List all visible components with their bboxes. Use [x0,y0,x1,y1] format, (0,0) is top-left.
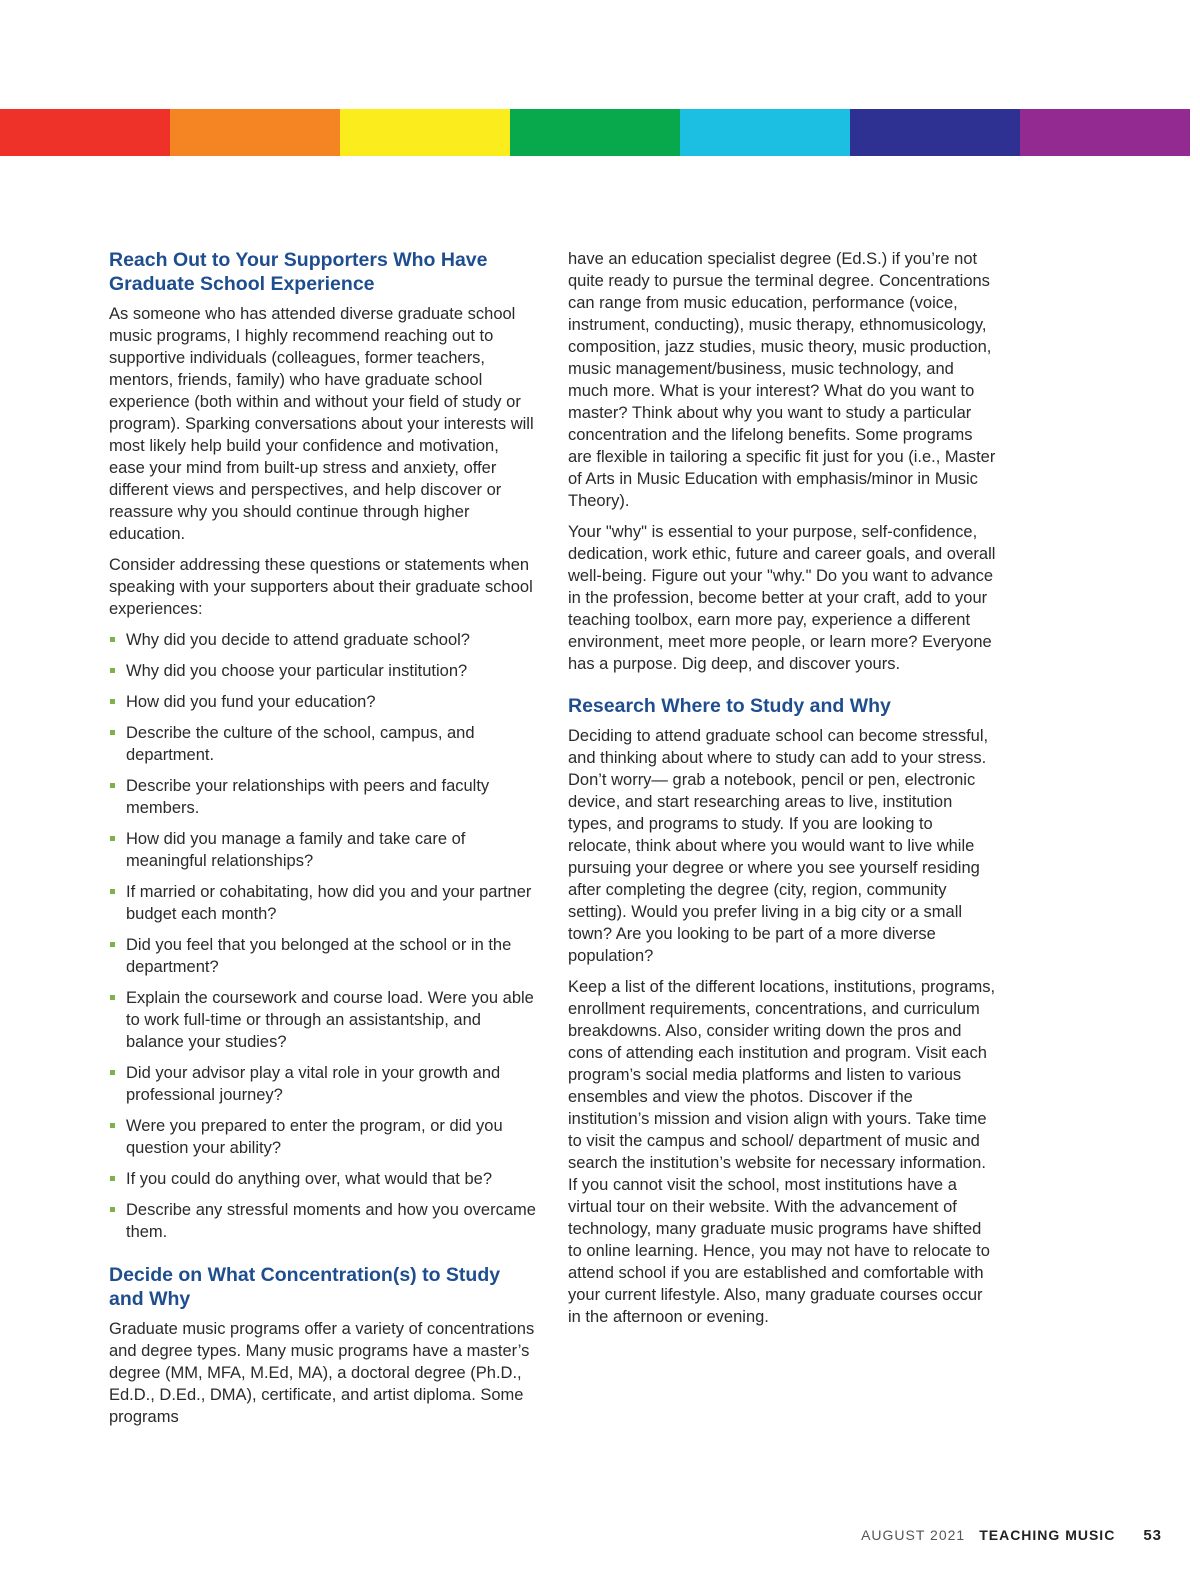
paragraph: Your "why" is essential to your purpose, self-confidence, dedication, work ethic, future and career goals, and overall well-being. Figure out your "why." Do you want to advance in the profession, become better at your craft, add to your teaching toolbox, earn more pay, experience a different environment, meet more people, or learn more? Everyone has a purpose. Dig deep, and discover yours. [568,523,996,673]
list-item: Why did you decide to attend graduate school? [109,629,537,651]
paragraph: Consider addressing these questions or statements when speaking with your supporters about their graduate school experiences: [109,556,533,618]
paragraph: Graduate music programs offer a variety of concentrations and degree types. Many music programs have a master’s degree (MM, MFA, M.Ed, MA), a doctoral degree (Ph.D., Ed.D., D.Ed., DMA), certificate, and artist diploma. Some programs [109,1320,535,1426]
publication-name: TEACHING MUSIC [979,1527,1116,1543]
right-column [568,248,998,1337]
stripe-indigo [850,109,1020,156]
list-item: Were you prepared to enter the program, or did you question your ability? [109,1115,537,1159]
list-item: Why did you choose your particular institution? [109,660,537,682]
list-item: Describe your relationships with peers and faculty members. [109,775,537,819]
paragraph: Deciding to attend graduate school can become stressful, and thinking about where to study can add to your stress. Don’t worry— grab a notebook, pencil or pen, electronic device, and start researching areas to live, institution types, and programs to study. If you are looking to relocate, think about where you would want to live while pursuing your degree or where you see yourself residing after completing the degree (city, region, community setting). Would you prefer living in a big city or a small town? Are you looking to be part of a more diverse population? [568,727,989,965]
heading-research: Research Where to Study and Why [568,695,891,717]
list-item: Did your advisor play a vital role in your growth and professional journey? [109,1062,537,1106]
heading-concentration: Decide on What Concentration(s) to Study and Why [109,1264,501,1310]
stripe-red [0,109,170,156]
list-item: How did you fund your education? [109,691,537,713]
color-stripe-banner [0,109,1190,156]
list-item: If you could do anything over, what would that be? [109,1168,537,1190]
paragraph: As someone who has attended diverse graduate school music programs, I highly recommend reaching out to supportive individuals (colleagues, former teachers, mentors, friends, family) who have graduate school experience (both within and without your field of study or program). Sparking conversations about your interests will most likely help build your confidence and motivation, ease your mind from built-up stress and anxiety, offer different views and perspectives, and help discover or reassure why you should continue through higher education. [109,305,534,543]
list-item: If married or cohabitating, how did you and your partner budget each month? [109,881,537,925]
issue-date: AUGUST 2021 [861,1527,966,1543]
page-footer [861,1527,1162,1544]
list-item: Describe the culture of the school, campus, and department. [109,722,537,766]
list-item: Explain the coursework and course load. Were you able to work full-time or through an assistantship, and balance your studies? [109,987,537,1053]
list-item: Describe any stressful moments and how you overcame them. [109,1199,537,1243]
list-item: How did you manage a family and take care of meaningful relationships? [109,828,537,872]
stripe-green [510,109,680,156]
stripe-cyan [680,109,850,156]
page-number: 53 [1143,1527,1162,1544]
stripe-orange [170,109,340,156]
paragraph: Keep a list of the different locations, institutions, programs, enrollment requirements, concentrations, and curriculum breakdowns. Also, consider writing down the pros and cons of attending each institution and program. Visit each program’s social media platforms and listen to various ensembles and view the photos. Discover if the institution’s mission and vision align with yours. Take time to visit the campus and school/ department of music and search the institution’s website for necessary information. If you cannot visit the school, most institutions have a virtual tour on their website. With the advancement of technology, many graduate music programs have shifted to online learning. Hence, you may not have to relocate to attend school if you are established and comfortable with your current lifestyle. Also, many graduate courses occur in the afternoon or evening. [568,978,996,1326]
left-column [109,248,537,1437]
heading-reach-out: Reach Out to Your Supporters Who Have Graduate School Experience [109,249,488,295]
paragraph: have an education specialist degree (Ed.S.) if you’re not quite ready to pursue the terminal degree. Concentrations can range from music education, performance (voice, instrument, conducting), music therapy, ethnomusicology, composition, jazz studies, music theory, music production, music management/business, music technology, and much more. What is your interest? What do you want to master? Think about why you want to study a particular concentration and the lifelong benefits. Some programs are flexible in tailoring a specific fit just for you (i.e., Master of Arts in Music Education with emphasis/minor in Music Theory). [568,250,996,510]
question-list [109,629,537,1243]
list-item: Did you feel that you belonged at the school or in the department? [109,934,537,978]
stripe-yellow [340,109,510,156]
stripe-purple [1020,109,1190,156]
